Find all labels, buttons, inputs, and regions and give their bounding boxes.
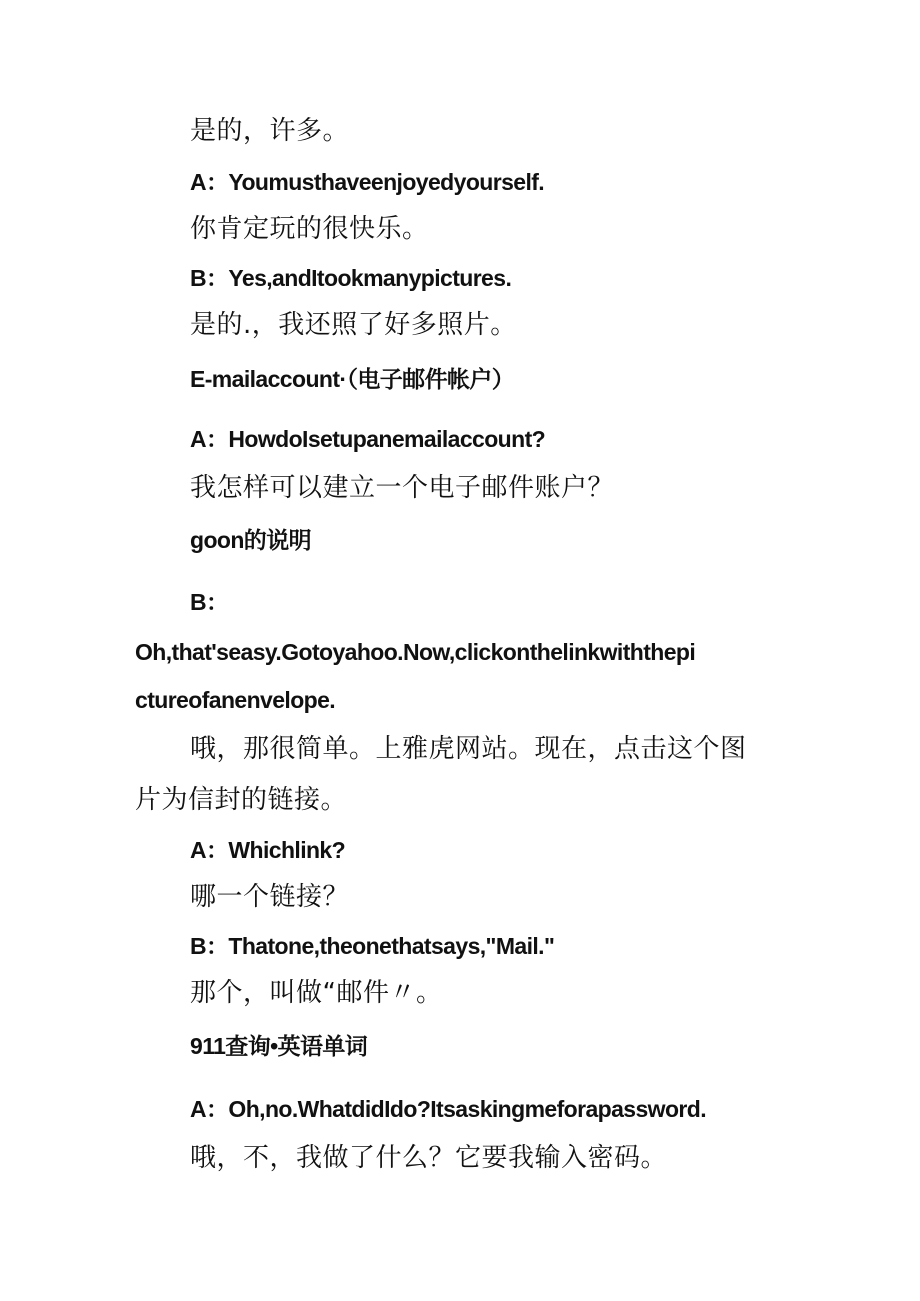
text-line: 你肯定玩的很快乐。 [190,214,429,244]
text-line: A：Whichlink? [190,837,346,863]
text-line: ctureofanenvelope. [135,687,336,713]
text-line: 是的，许多。 [190,116,350,146]
text-line: 911查询•英语单词 [190,1033,368,1059]
text-line: 哦，不，我做了什么？它要我输入密码。 [190,1143,668,1173]
text-line: A：HowdoIsetupanemailaccount? [190,426,546,452]
text-line: E-mailaccount·（电子邮件帐户） [190,366,515,392]
text-line: 我怎样可以建立一个电子邮件账户？ [190,473,615,503]
text-line: B： [190,589,229,615]
text-line: 那个，叫做“邮件〃。 [190,978,443,1008]
text-line: 片为信封的链接。 [135,785,348,815]
text-line: A：Youmusthaveenjoyedyourself. [190,169,545,195]
text-line: B：Yes,andItookmanypictures. [190,265,512,291]
text-line: A：Oh,no.WhatdidIdo?Itsaskingmeforapassword. [190,1096,707,1122]
text-line: goon的说明 [190,527,311,553]
text-line: Oh,that'seasy.Gotoyahoo.Now,clickonthelinkwiththepi [135,639,696,665]
text-line: 哪一个链接？ [190,882,350,912]
text-line: B：Thatone,theonethatsays,"Mail." [190,933,555,959]
text-line: 哦，那很简单。上雅虎网站。现在，点击这个图 [190,734,747,764]
text-line: 是的.，我还照了好多照片。 [190,310,517,340]
